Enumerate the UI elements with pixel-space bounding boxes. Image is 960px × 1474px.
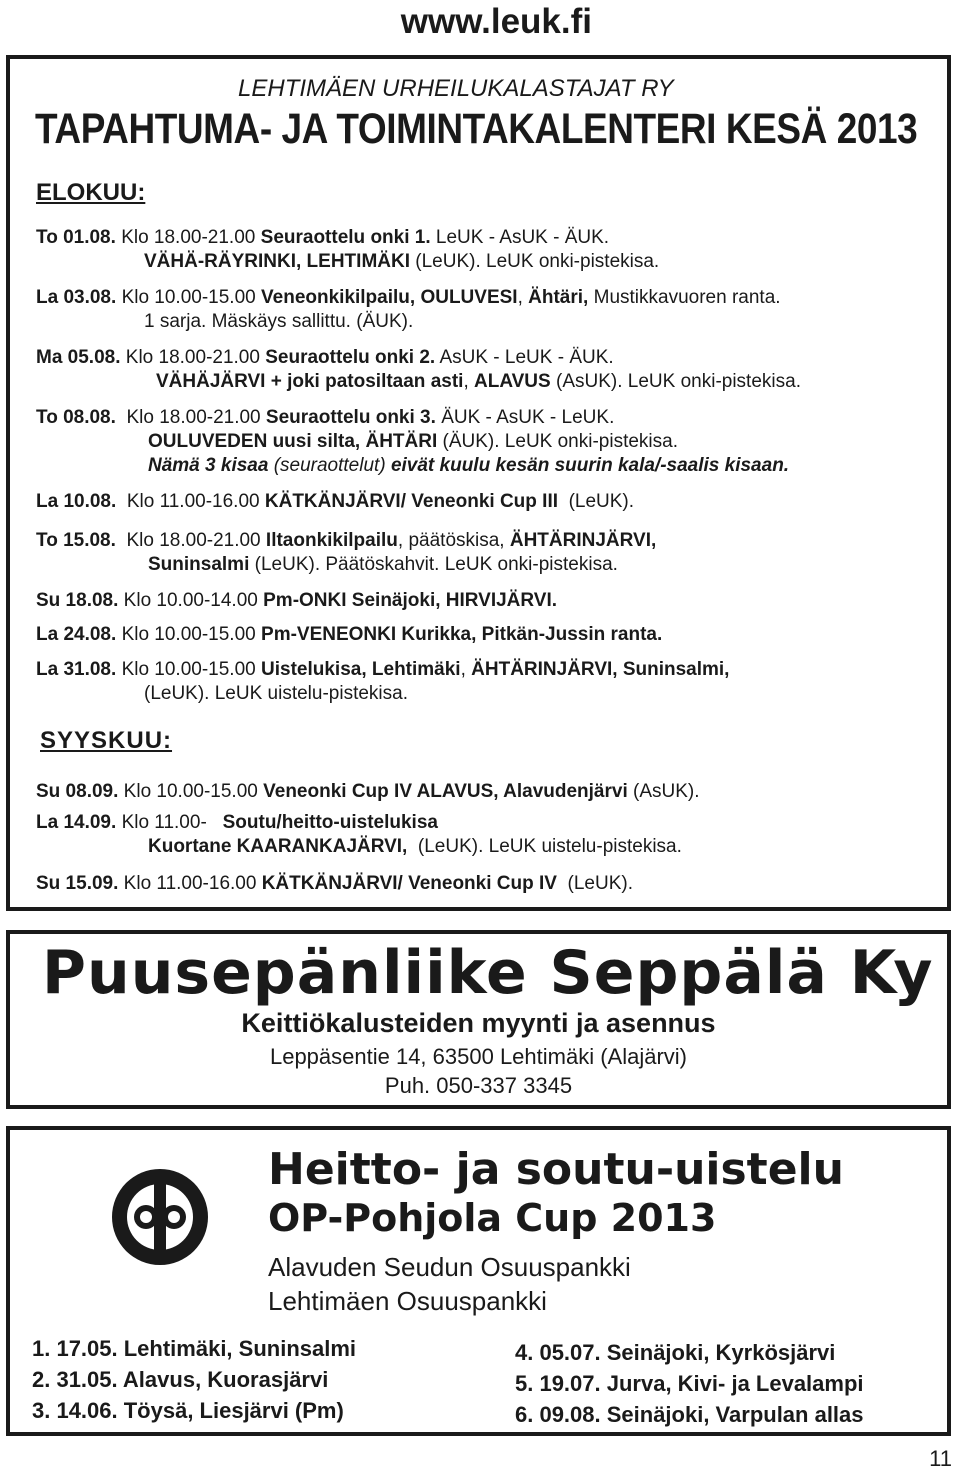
race-item: 3. 14.06. Töysä, Liesjärvi (Pm)	[32, 1398, 344, 1423]
event-item: Su 15.09. Klo 11.00-16.00 KÄTKÄNJÄRVI/ Veneonki Cup IV (LeUK).	[36, 873, 633, 894]
website-url[interactable]: www.leuk.fi	[400, 2, 592, 41]
race-item: 5. 19.07. Jurva, Kivi- ja Levalampi	[515, 1371, 864, 1396]
cup-title: Heitto- ja soutu-uistelu	[268, 1144, 844, 1195]
race-item: 2. 31.05. Alavus, Kuorasjärvi	[32, 1367, 329, 1392]
sponsor-name: Alavuden Seudun Osuuspankki	[268, 1252, 631, 1282]
event-item: La 10.08. Klo 11.00-16.00 KÄTKÄNJÄRVI/ Veneonki Cup III (LeUK).	[36, 491, 635, 512]
company-name: Puusepänliike Seppälä Ky	[42, 938, 934, 1008]
september-heading: SYYSKUU:	[40, 727, 173, 754]
event-item: To 15.08. Klo 18.00-21.00 Iltaonkikilpailu, päätöskisa, ÄHTÄRINJÄRVI, Suninsalmi (LeUK). Päätöskahvit. LeUK onki-pistekisa.	[36, 530, 657, 575]
event-item: To 08.08. Klo 18.00-21.00 Seuraottelu onki 3. ÄUK - AsUK - LeUK. OULUVEDEN uusi silta, ÄHTÄRI (ÄUK). LeUK onki-pistekisa. Nämä 3 kisaa (seuraottelut) eivät kuulu kesän suurin kala/-saalis kisaan.	[36, 407, 790, 476]
page-number: 11	[929, 1446, 952, 1471]
event-item: La 24.08. Klo 10.00-15.00 Pm-VENEONKI Kurikka, Pitkän-Jussin ranta.	[36, 624, 663, 645]
event-item: La 14.09. Klo 11.00- Soutu/heitto-uistelukisa Kuortane KAARANKAJÄRVI, (LeUK). LeUK uistelu-pistekisa.	[36, 812, 682, 857]
event-item: Su 08.09. Klo 10.00-15.00 Veneonki Cup IV ALAVUS, Alavudenjärvi (AsUK).	[36, 781, 700, 802]
race-item: 4. 05.07. Seinäjoki, Kyrkösjärvi	[515, 1340, 836, 1365]
op-bank-logo-icon	[110, 1167, 210, 1267]
calendar-title: TAPAHTUMA- JA TOIMINTAKALENTERI KESÄ 2013	[35, 105, 918, 153]
cup-subtitle: OP-Pohjola Cup 2013	[268, 1196, 717, 1240]
event-calendar-box	[6, 55, 951, 911]
race-item: 6. 09.08. Seinäjoki, Varpulan allas	[515, 1402, 864, 1427]
august-heading: ELOKUU:	[36, 179, 146, 206]
race-item: 1. 17.05. Lehtimäki, Suninsalmi	[32, 1336, 357, 1361]
organization-name: LEHTIMÄEN URHEILUKALASTAJAT RY	[238, 75, 674, 102]
company-tagline: Keittiökalusteiden myynti ja asennus	[241, 1008, 716, 1038]
event-item: Su 18.08. Klo 10.00-14.00 Pm-ONKI Seinäjoki, HIRVIJÄRVI.	[36, 590, 558, 611]
carpentry-ad	[6, 930, 951, 1109]
event-item: Ma 05.08. Klo 18.00-21.00 Seuraottelu onki 2. AsUK - LeUK - ÄUK. VÄHÄJÄRVI + joki patosiltaan asti, ALAVUS (AsUK). LeUK onki-pistekisa.	[36, 347, 801, 392]
company-address: Leppäsentie 14, 63500 Lehtimäki (Alajärvi)	[269, 1044, 688, 1069]
event-item: La 31.08. Klo 10.00-15.00 Uistelukisa, Lehtimäki, ÄHTÄRINJÄRVI, Suninsalmi, (LeUK). LeUK uistelu-pistekisa.	[36, 659, 730, 704]
op-pohjola-cup-ad	[6, 1126, 951, 1436]
event-item: To 01.08. Klo 18.00-21.00 Seuraottelu onki 1. LeUK - AsUK - ÄUK. VÄHÄ-RÄYRINKI, LEHTIMÄKI (LeUK). LeUK onki-pistekisa.	[36, 227, 660, 272]
event-item: La 03.08. Klo 10.00-15.00 Veneonkikilpailu, OULUVESI, Ähtäri, Mustikkavuoren ranta. 1 sarja. Mäskäys sallittu. (ÄUK).	[36, 287, 781, 332]
sponsor-name: Lehtimäen Osuuspankki	[268, 1286, 547, 1316]
company-phone: Puh. 050-337 3345	[384, 1073, 573, 1098]
